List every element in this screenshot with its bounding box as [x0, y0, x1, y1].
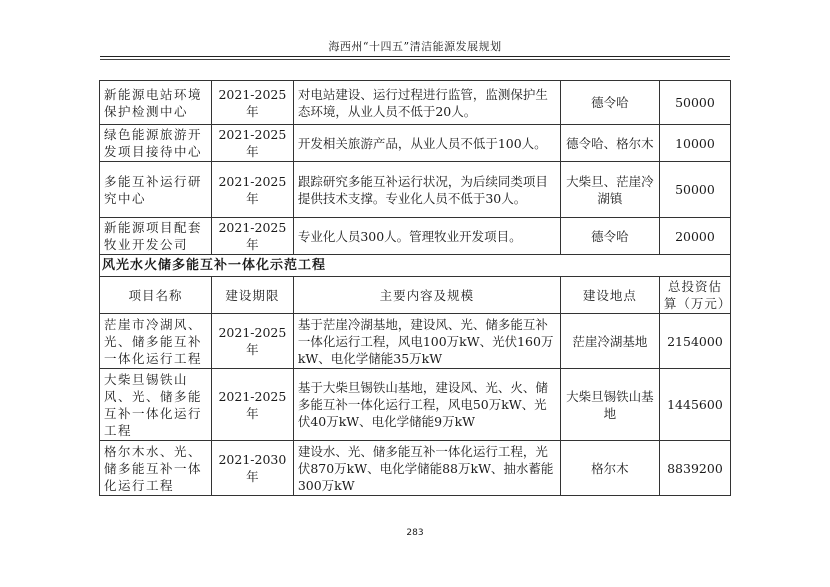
investment: 20000 — [659, 218, 730, 255]
project-name: 多能互补运行研究中心 — [100, 162, 212, 218]
table-row — [100, 218, 731, 255]
column-header-name: 项目名称 — [100, 277, 212, 314]
table-row — [100, 162, 731, 218]
project-content: 基于茫崖冷湖基地，建设风、光、储多能互补一体化运行工程，风电100万kW、光伏160万kW、电化学储能35万kW — [293, 314, 560, 369]
header-rule — [100, 56, 730, 57]
build-location: 德令哈、格尔木 — [560, 125, 659, 162]
column-header-location: 建设地点 — [560, 277, 659, 314]
section-title: 风光水火储多能互补一体化示范工程 — [100, 255, 731, 277]
table-row — [100, 369, 731, 441]
build-location: 德令哈 — [560, 81, 659, 125]
table-row — [100, 314, 731, 369]
build-period: 2021-2025年 — [211, 125, 293, 162]
project-name: 新能源项目配套牧业开发公司 — [100, 218, 212, 255]
project-name: 格尔木水、光、储多能互补一体化运行工程 — [100, 441, 212, 496]
build-location: 德令哈 — [560, 218, 659, 255]
build-period: 2021-2025年 — [211, 369, 293, 441]
investment: 8839200 — [659, 441, 730, 496]
project-table — [99, 80, 731, 496]
column-header-period: 建设期限 — [211, 277, 293, 314]
column-header-content: 主要内容及规模 — [293, 277, 560, 314]
build-location: 茫崖冷湖基地 — [560, 314, 659, 369]
build-location: 大柴旦锡铁山基地 — [560, 369, 659, 441]
investment: 1445600 — [659, 369, 730, 441]
project-content: 开发相关旅游产品，从业人员不低于100人。 — [293, 125, 560, 162]
project-name: 大柴旦锡铁山风、光、储多能互补一体化运行工程 — [100, 369, 212, 441]
build-period: 2021-2025年 — [211, 314, 293, 369]
investment: 2154000 — [659, 314, 730, 369]
project-name: 茫崖市冷湖风、光、储多能互补一体化运行工程 — [100, 314, 212, 369]
build-location: 大柴旦、茫崖冷湖镇 — [560, 162, 659, 218]
project-content: 专业化人员300人。管理牧业开发项目。 — [293, 218, 560, 255]
section-row — [100, 255, 731, 277]
table-row — [100, 81, 731, 125]
page-number: 283 — [406, 528, 424, 538]
build-period: 2021-2025年 — [211, 81, 293, 125]
header-rule-thin — [100, 59, 730, 60]
project-name: 新能源电站环境保护检测中心 — [100, 81, 212, 125]
investment: 50000 — [659, 162, 730, 218]
build-location: 格尔木 — [560, 441, 659, 496]
page-header: 海西州“十四五”清洁能源发展规划 — [328, 40, 502, 53]
investment: 10000 — [659, 125, 730, 162]
project-content: 基于大柴旦锡铁山基地，建设风、光、火、储多能互补一体化运行工程，风电50万kW、光伏40万kW、电化学储能9万kW — [293, 369, 560, 441]
table-row — [100, 125, 731, 162]
project-name: 绿色能源旅游开发项目接待中心 — [100, 125, 212, 162]
column-header-investment: 总投资估算（万元） — [659, 277, 730, 314]
project-content: 对电站建设、运行过程进行监管，监测保护生态环境，从业人员不低于20人。 — [293, 81, 560, 125]
build-period: 2021-2025年 — [211, 162, 293, 218]
table-row — [100, 441, 731, 496]
project-content: 建设水、光、储多能互补一体化运行工程，光伏870万kW、电化学储能88万kW、抽水蓄能300万kW — [293, 441, 560, 496]
table-header-row — [100, 277, 731, 314]
build-period: 2021-2025年 — [211, 218, 293, 255]
build-period: 2021-2030年 — [211, 441, 293, 496]
project-content: 跟踪研究多能互补运行状况，为后续同类项目提供技术支撑。专业化人员不低于30人。 — [293, 162, 560, 218]
investment: 50000 — [659, 81, 730, 125]
